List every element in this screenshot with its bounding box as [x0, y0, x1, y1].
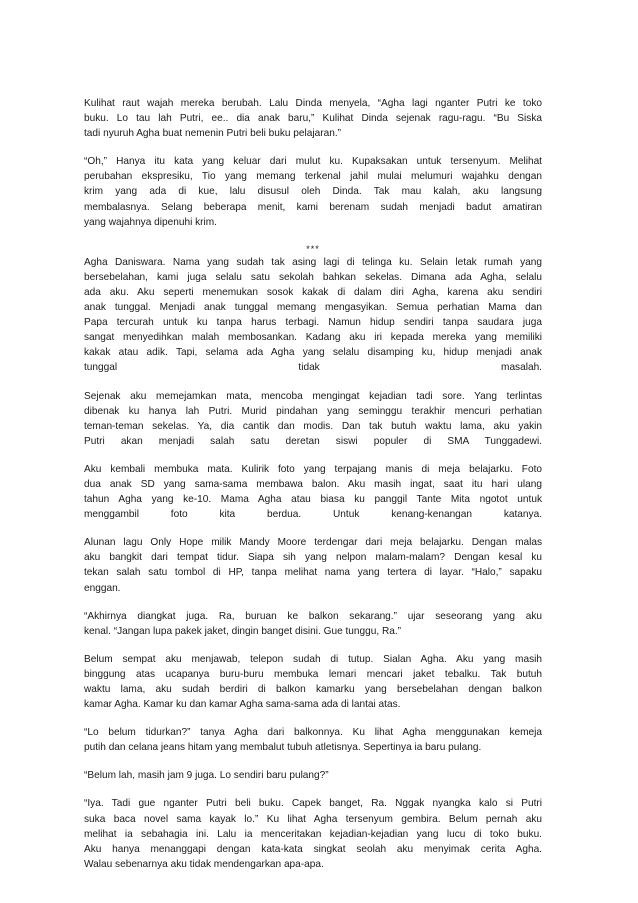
text-line: yang wajahnya dipenuhi krim.: [84, 216, 217, 228]
paragraph-10: [84, 768, 542, 783]
text-line: putih dan celana jeans hitam yang membalut tubuh atletisnya. Sepertinya ia baru pulang.: [84, 742, 482, 754]
paragraph-2: [84, 154, 542, 229]
text-line: kakak atau adik. Tapi, selama ada Agha yang selalu disamping ku, hidup menjadi anak: [84, 347, 542, 359]
paragraph-11: [84, 796, 542, 871]
text-line: enggan.: [84, 582, 121, 594]
text-line: bersebelahan, kami juga selalu satu sekolah bahkan sekelas. Dimana ada Agha, selalu: [84, 271, 542, 283]
text-line: kamar Agha. Kamar ku dan kamar Agha sama-sama ada di lantai atas.: [84, 699, 401, 711]
text-line: melihat ia sebahagia ini. Lalu ia menceritakan kejadian-kejadian yang lucu di toko buku.: [84, 828, 542, 840]
text-line: Papa tercurah untuk ku tanpa harus terbagi. Namun hidup sendiri tanpa saudara juga: [84, 317, 542, 329]
paragraph-8: [84, 652, 542, 712]
text-line: krim yang ada di kue, lalu disusul oleh Dinda. Tak mau kalah, aku langsung: [84, 186, 542, 198]
text-line: sangat menyedihkan malah membosankan. Kadang aku iri kepada mereka yang memiliki: [84, 332, 542, 344]
text-line: “Akhirnya diangkat juga. Ra, buruan ke balkon sekarang.” ujar seseorang yang aku: [84, 610, 542, 622]
text-line: Belum sempat aku menjawab, telepon sudah di tutup. Sialan Agha. Aku yang masih: [84, 653, 542, 665]
text-line: “Oh,” Hanya itu kata yang keluar dari mulut ku. Kupaksakan untuk tersenyum. Melihat: [84, 156, 542, 168]
text-line: dua anak SD yang sama-sama membawa balon. Aku masih ingat, saat itu hari ulang: [84, 478, 542, 490]
paragraph-6: [84, 535, 542, 595]
text-line: teman-teman sekelas. Ya, dia cantik dan modis. Dan tak butuh waktu lama, aku yakin: [84, 420, 542, 432]
section-separator: ***: [306, 243, 320, 254]
text-line: tadi nyuruh Agha buat nemenin Putri beli buku pelajaran.”: [84, 128, 342, 140]
document-page: [84, 96, 542, 885]
text-line: buku. Lo tau lah Putri, ee.. dia anak baru,” Kulihat Dinda sejenak ragu-ragu. “Bu Siska: [84, 113, 542, 125]
text-line: “Iya. Tadi gue nganter Putri beli buku. Capek banget, Ra. Nggak nyangka kalo si Putri: [84, 798, 542, 810]
text-line: Walau sebenarnya aku tidak mendengarkan apa-apa.: [84, 858, 324, 870]
paragraph-5: [84, 462, 542, 522]
text-line: Kulihat raut wajah mereka berubah. Lalu Dinda menyela, “Agha lagi nganter Putri ke toko: [84, 98, 542, 109]
text-line: Aku kembali membuka mata. Kulirik foto yang terpajang manis di meja belajarku. Foto: [84, 463, 542, 475]
paragraph-9: [84, 725, 542, 755]
text-line: Aku hanya menanggapi dengan kata-kata singkat seolah aku menyimak cerita Agha.: [84, 843, 542, 855]
text-line: membalasnya. Selang beberapa menit, kami berenam sudah menjadi badut amatiran: [84, 201, 542, 213]
text-line: Agha Daniswara. Nama yang sudah tak asing lagi di telinga ku. Selain letak rumah yang: [84, 256, 542, 268]
paragraph-7: [84, 609, 542, 639]
text-line: kenal. “Jangan lupa pakek jaket, dingin banget disini. Gue tunggu, Ra.”: [84, 625, 402, 637]
paragraph-1: [84, 96, 542, 141]
text-line: dibenak ku hanya lah Putri. Murid pindahan yang seminggu terakhir mencuri perhatian: [84, 405, 542, 417]
text-line: menggambil foto kita berdua. Untuk kenang-kenangan katanya.: [84, 509, 542, 521]
text-line: “Belum lah, masih jam 9 juga. Lo sendiri baru pulang?”: [84, 770, 329, 782]
text-line: tekan salah satu tombol di HP, tanpa melihat nama yang tertera di layar. “Halo,” sapaku: [84, 567, 542, 579]
text-line: binggung atas ucapanya buru-buru membuka lemari mencari jaket tebalku. Tak butuh: [84, 668, 542, 680]
text-line: ada aku. Aku seperti menemukan sosok kakak di dalam diri Agha, karena aku sendiri: [84, 286, 542, 298]
text-line: anak tunggal. Menjadi anak tunggal memang mengasyikan. Semua perhatian Mama dan: [84, 302, 542, 314]
text-line: tahun Agha yang ke-10. Mama Agha atau biasa ku panggil Tante Mita ngotot untuk: [84, 494, 542, 506]
text-line: waktu lama, aku sudah berdiri di balkon kamarku yang bersebelahan dengan balkon: [84, 684, 542, 695]
text-line: tunggal tidak masalah.: [84, 362, 542, 374]
text-line: Alunan lagu Only Hope milik Mandy Moore terdengar dari meja belajarku. Dengan malas: [84, 537, 542, 549]
paragraph-4: [84, 389, 542, 449]
text-line: perubahan ekspresiku, Tio yang memang terkenal jahil mulai melumuri wajahku dengan: [84, 171, 542, 183]
text-line: aku bangkit dari tempat tidur. Siapa sih yang nelpon malam-malam? Dengan kesal ku: [84, 552, 542, 564]
text-line: Putri akan menjadi salah satu deretan siswi populer di SMA Tunggadewi.: [84, 435, 542, 447]
text-line: suka baca novel sama kayak lo.” Ku lihat Agha tersenyum gembira. Belum pernah aku: [84, 813, 542, 825]
paragraph-3: [84, 255, 542, 376]
text-line: Sejenak aku memejamkan mata, mencoba mengingat kejadian tadi sore. Yang terlintas: [84, 390, 542, 402]
text-line: “Lo belum tidurkan?” tanya Agha dari balkonnya. Ku lihat Agha menggunakan kemeja: [84, 727, 542, 739]
